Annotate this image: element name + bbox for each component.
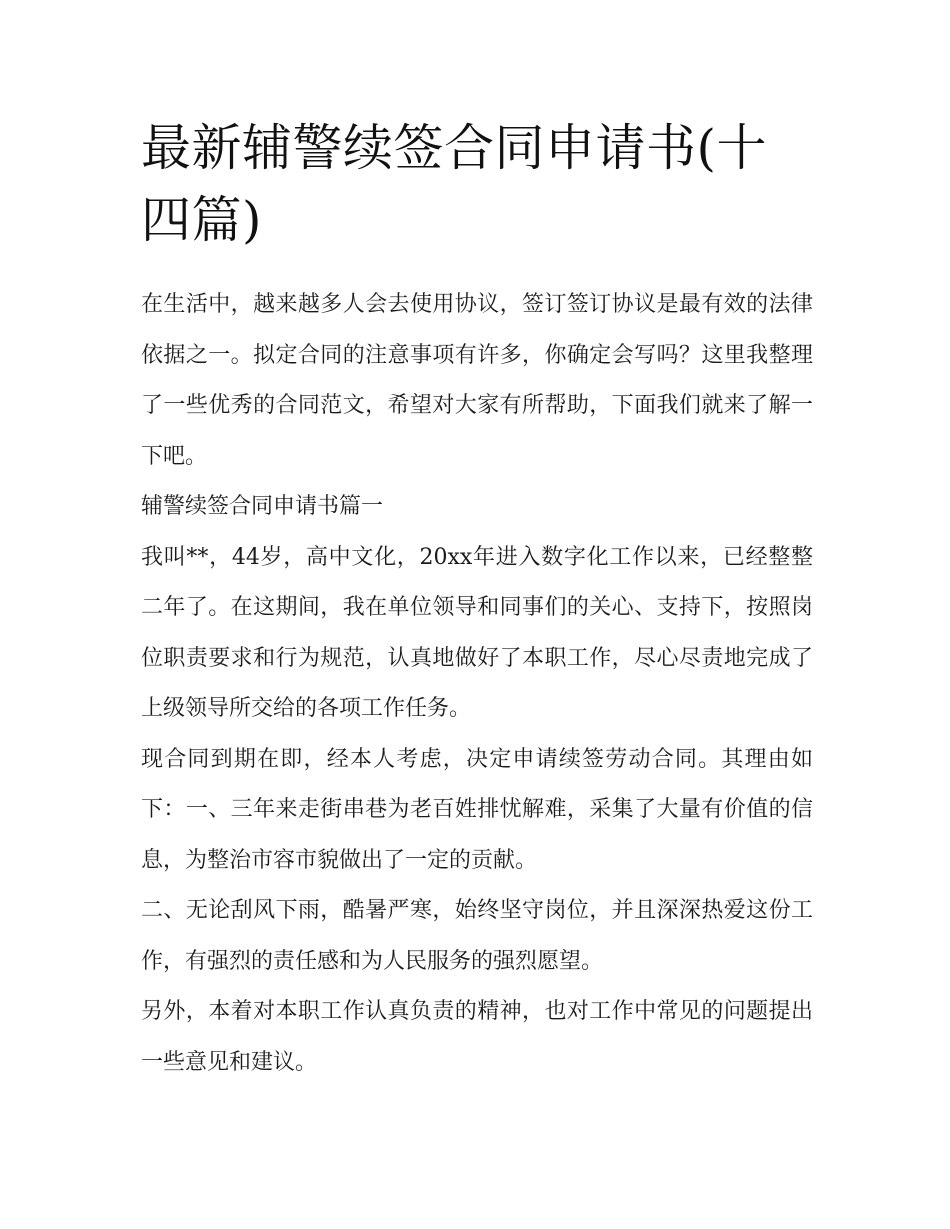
body-paragraph: 二、无论刮风下雨，酷暑严寒，始终坚守岗位，并且深深热爱这份工作，有强烈的责任感和为人民服务的强烈愿望。 [141,898,813,974]
body-paragraph: 现合同到期在即，经本人考虑，决定申请续签劳动合同。其理由如下：一、三年来走街串巷为老百姓排忧解难，采集了大量有价值的信息，为整治市容市貌做出了一定的贡献。 [141,746,813,873]
body-paragraph: 我叫**，44岁，高中文化，20xx年进入数字化工作以来，已经整整二年了。在这期间，我在单位领导和同事们的关心、支持下，按照岗位职责要求和行为规范，认真地做好了本职工作，尽心尽责地完成了上级领导所交给的各项工作任务。 [141,544,813,721]
intro-paragraph: 在生活中，越来越多人会去使用协议，签订签订协议是最有效的法律依据之一。拟定合同的注意事项有许多，你确定会写吗？这里我整理了一些优秀的合同范文，希望对大家有所帮助，下面我们就来了解一下吧。 [141,292,813,469]
body-paragraph: 另外，本着对本职工作认真负责的精神，也对工作中常见的问题提出一些意见和建议。 [141,999,813,1075]
section-heading: 辅警续签合同申请书篇一 [141,494,384,519]
document-content [141,112,813,1088]
document-title: 最新辅警续签合同申请书(十四篇) [141,119,768,249]
document-body [141,280,813,1088]
